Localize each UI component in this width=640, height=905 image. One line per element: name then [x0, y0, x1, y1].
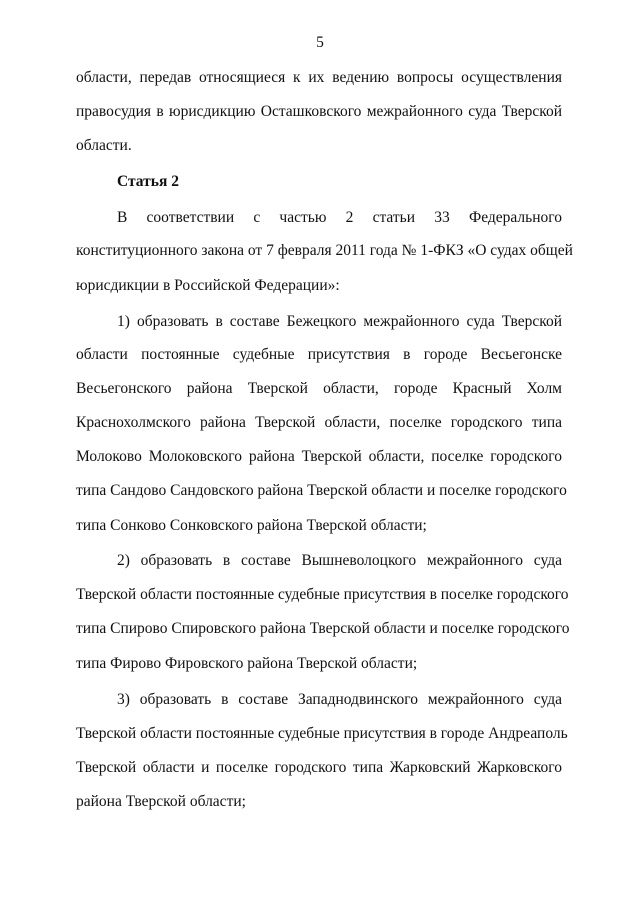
- list-item-2-line: типа Спирово Спировского района Тверской области и поселке городского: [76, 620, 570, 637]
- list-item-2-line: Тверской области постоянные судебные присутствия в поселке городского: [76, 586, 569, 603]
- list-item-1-line: Молоково Молоковского района Тверской области, поселке городского: [76, 448, 562, 465]
- text-line: правосудия в юрисдикцию Осташковского межрайонного суда Тверской: [76, 103, 562, 120]
- list-item-1-line: типа Сонково Сонковского района Тверской области;: [76, 517, 427, 534]
- text-line: области.: [76, 137, 132, 154]
- text-line: конституционного закона от 7 февраля 2011 года № 1-ФКЗ «О судах общей: [76, 242, 573, 259]
- list-item-1-line: типа Сандово Сандовского района Тверской области и поселке городского: [76, 482, 567, 499]
- list-item-3-line: Тверской области постоянные судебные присутствия в городе Андреаполь: [76, 725, 568, 742]
- text-line: В соответствии с частью 2 статьи 33 Федерального: [117, 209, 562, 226]
- list-item-1-line: Краснохолмского района Тверской области, поселке городского типа: [76, 414, 562, 431]
- text-line: области, передав относящиеся к их ведению вопросы осуществления: [76, 69, 562, 86]
- list-item-3-line: Тверской области и поселке городского типа Жарковский Жарковского: [76, 759, 562, 776]
- list-item-3-line: района Тверской области;: [76, 793, 246, 810]
- list-item-1-line: области постоянные судебные присутствия в городе Весьегонске: [76, 346, 562, 363]
- text-line: юрисдикции в Российской Федерации»:: [76, 277, 340, 294]
- list-item-2-line: 2) образовать в составе Вышневолоцкого межрайонного суда: [117, 552, 562, 569]
- list-item-2-line: типа Фирово Фировского района Тверской области;: [76, 655, 418, 672]
- list-item-1-line: 1) образовать в составе Бежецкого межрайонного суда Тверской: [117, 313, 562, 330]
- list-item-1-line: Весьегонского района Тверской области, городе Красный Холм: [76, 380, 562, 397]
- page-number: 5: [316, 34, 324, 51]
- article-heading: Статья 2: [117, 173, 179, 190]
- list-item-3-line: 3) образовать в составе Западнодвинского межрайонного суда: [117, 691, 562, 708]
